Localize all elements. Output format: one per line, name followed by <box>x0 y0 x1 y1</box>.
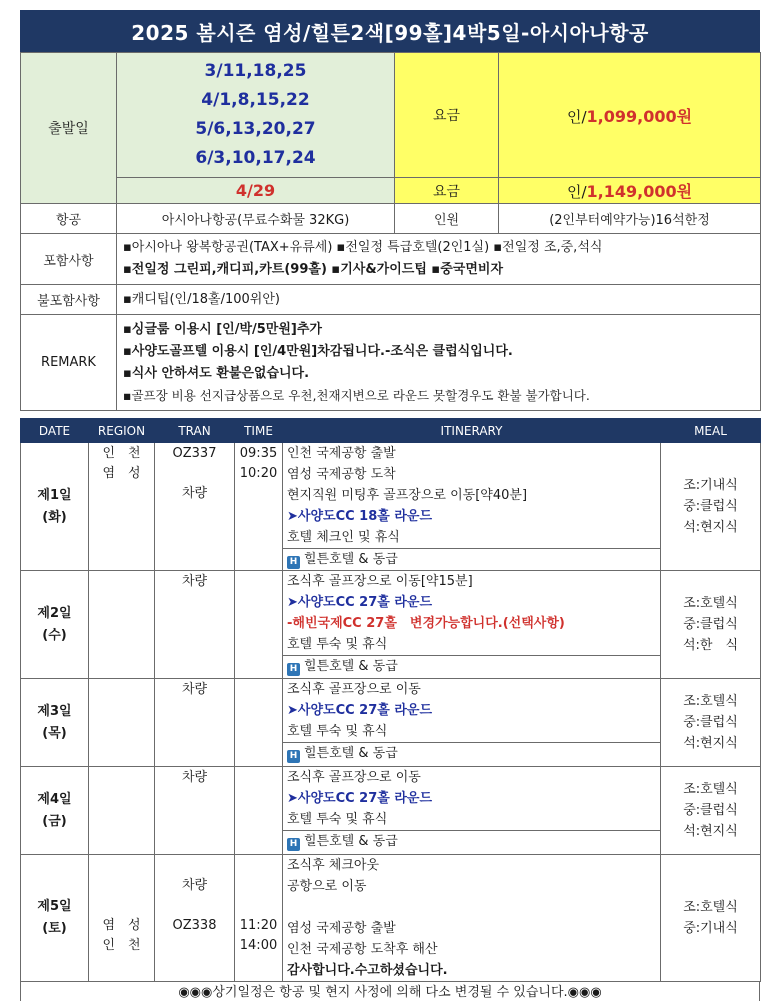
day-label: 제4일 (금) <box>21 767 89 855</box>
airline-label: 항공 <box>21 204 117 234</box>
region-cell: 염 성 인 천 <box>89 855 155 982</box>
hotel-name: 힐튼호텔 & 동급 <box>304 659 398 674</box>
departure-label: 출발일 <box>21 53 117 204</box>
itinerary-body <box>21 443 761 982</box>
itinerary-section <box>20 418 760 1001</box>
price-per: 인/ <box>566 183 587 201</box>
transport-cell: 차량 <box>155 767 235 855</box>
pax-label: 인원 <box>395 204 499 234</box>
special-date: 4/29 <box>117 178 395 204</box>
time-cell <box>235 571 283 679</box>
remark-item: ▪싱글룸 이용시 [인/박/5만원]추가 <box>123 321 322 337</box>
price-special <box>499 178 761 204</box>
itinerary-line: 감사합니다.수고하셨습니다. <box>287 963 448 978</box>
hotel-icon: H <box>287 750 300 763</box>
itinerary-table <box>20 418 761 982</box>
excluded-label: 불포함사항 <box>21 285 117 315</box>
time-cell: 11:20 14:00 <box>235 855 283 982</box>
price-special-amount: 1,149,000원 <box>586 182 693 201</box>
hotel-icon: H <box>287 838 300 851</box>
hotel-line <box>283 655 660 676</box>
itinerary-day-row <box>21 679 761 767</box>
tour-info-sheet <box>20 10 760 411</box>
included-items <box>117 234 761 285</box>
itinerary-line: 호텔 투숙 및 휴식 <box>287 724 388 739</box>
meal-cell: 조:호텔식 중:클럽식 석:현지식 <box>661 679 761 767</box>
included-line: ▪아시아나 왕복항공권(TAX+유류세) ▪전일정 특급호텔(2인1실) ▪전일정 조,중,석식 <box>123 240 603 255</box>
footer-note: ◉◉◉상기일정은 항공 및 현지 사정에 의해 다소 변경될 수 있습니다.◉◉◉ <box>20 982 760 1001</box>
day-label: 제2일 (수) <box>21 571 89 679</box>
remark-list <box>117 315 761 411</box>
itinerary-day-row <box>21 767 761 855</box>
itinerary-lines <box>283 443 661 571</box>
remark-label: REMARK <box>21 315 117 411</box>
header-time: TIME <box>235 419 283 443</box>
price-per: 인/ <box>566 107 587 126</box>
meal-cell: 조:호텔식 중:클럽식 석:현지식 <box>661 767 761 855</box>
itinerary-line: 인천 국제공항 출발 <box>287 446 396 461</box>
region-cell: 인 천 염 성 <box>89 443 155 571</box>
itinerary-line: 인천 국제공항 도착후 해산 <box>287 942 438 957</box>
itinerary-line: ➤사양도CC 27홀 라운드 <box>287 703 433 718</box>
region-cell <box>89 571 155 679</box>
itinerary-line: 호텔 체크인 및 휴식 <box>287 530 400 545</box>
itinerary-line <box>283 897 660 918</box>
hotel-line <box>283 548 660 569</box>
itinerary-line: ➤사양도CC 27홀 라운드 <box>287 791 433 806</box>
itinerary-line: ➤사양도CC 18홀 라운드 <box>287 509 433 524</box>
itinerary-line: 조식후 체크아웃 <box>287 858 380 873</box>
transport-cell: OZ337 차량 <box>155 443 235 571</box>
included-line: ▪전일정 그린피,캐디피,카트(99홀) ▪기사&가이드팁 ▪중국면비자 <box>123 262 504 277</box>
itinerary-line: ➤사양도CC 27홀 라운드 <box>287 595 433 610</box>
hotel-name: 힐튼호텔 & 동급 <box>304 552 398 567</box>
transport-cell: 차량 <box>155 571 235 679</box>
time-cell: 09:35 10:20 <box>235 443 283 571</box>
itinerary-line: 호텔 투숙 및 휴식 <box>287 812 388 827</box>
transport-cell: 차량 OZ338 <box>155 855 235 982</box>
info-table <box>20 52 761 411</box>
departure-dates <box>117 53 395 178</box>
time-cell <box>235 679 283 767</box>
departure-date-row: 6/3,10,17,24 <box>195 148 316 168</box>
price-main-amount: 1,099,000원 <box>586 106 693 126</box>
departure-date-row: 5/6,13,20,27 <box>195 119 316 139</box>
transport-cell: 차량 <box>155 679 235 767</box>
page-title: 2025 봄시즌 염성/힐튼2색[99홀]4박5일-아시아나항공 <box>20 10 760 52</box>
itinerary-lines <box>283 571 661 679</box>
meal-cell: 조:호텔식 중:기내식 <box>661 855 761 982</box>
excluded-value: ▪캐디팁(인/18홀/100위안) <box>117 285 761 315</box>
header-meal: MEAL <box>661 419 761 443</box>
hotel-line <box>283 742 660 763</box>
itinerary-day-row <box>21 571 761 679</box>
itinerary-line: 공항으로 이동 <box>287 879 367 894</box>
remark-item: ▪식사 안하셔도 환불은없습니다. <box>123 365 310 381</box>
meal-cell: 조:호텔식 중:클럽식 석:한 식 <box>661 571 761 679</box>
hotel-name: 힐튼호텔 & 동급 <box>304 834 398 849</box>
departure-date-row: 4/1,8,15,22 <box>201 90 310 110</box>
day-label: 제3일 (목) <box>21 679 89 767</box>
header-itinerary: ITINERARY <box>283 419 661 443</box>
time-cell <box>235 767 283 855</box>
meal-cell: 조:기내식 중:클럽식 석:현지식 <box>661 443 761 571</box>
header-region: REGION <box>89 419 155 443</box>
itinerary-lines <box>283 855 661 982</box>
day-label: 제5일 (토) <box>21 855 89 982</box>
hotel-icon: H <box>287 556 300 569</box>
hotel-icon: H <box>287 663 300 676</box>
included-label: 포함사항 <box>21 234 117 285</box>
pax-value: (2인부터예약가능)16석한정 <box>499 204 761 234</box>
header-date: DATE <box>21 419 89 443</box>
price-main <box>499 53 761 178</box>
itinerary-line: 조식후 골프장으로 이동[약15분] <box>287 574 473 589</box>
itinerary-day-row <box>21 855 761 982</box>
airline-value: 아시아나항공(무료수화물 32KG) <box>117 204 395 234</box>
itinerary-line: 조식후 골프장으로 이동 <box>287 770 421 785</box>
region-cell <box>89 679 155 767</box>
price-label: 요금 <box>395 53 499 178</box>
hotel-line <box>283 830 660 851</box>
itinerary-line: 조식후 골프장으로 이동 <box>287 682 421 697</box>
itinerary-line: 염성 국제공항 출발 <box>287 921 396 936</box>
hotel-name: 힐튼호텔 & 동급 <box>304 746 398 761</box>
remark-item: ▪골프장 비용 선지급상품으로 우천,천재지변으로 라운드 못할경우도 환불 불가합니다. <box>123 387 590 403</box>
itinerary-line: -해빈국제CC 27홀 변경가능합니다.(선택사항) <box>287 616 565 631</box>
region-cell <box>89 767 155 855</box>
remark-item: ▪사양도골프텔 이용시 [인/4만원]차감됩니다.-조식은 클럽식입니다. <box>123 343 513 359</box>
itinerary-lines <box>283 679 661 767</box>
day-label: 제1일 (화) <box>21 443 89 571</box>
itinerary-line: 현지직원 미팅후 골프장으로 이동[약40분] <box>287 488 528 503</box>
itinerary-line: 호텔 투숙 및 휴식 <box>287 637 388 652</box>
price-label-special: 요금 <box>395 178 499 204</box>
itinerary-lines <box>283 767 661 855</box>
departure-date-row: 3/11,18,25 <box>204 61 307 81</box>
header-tran: TRAN <box>155 419 235 443</box>
itinerary-day-row <box>21 443 761 571</box>
itinerary-line: 염성 국제공항 도착 <box>287 467 396 482</box>
